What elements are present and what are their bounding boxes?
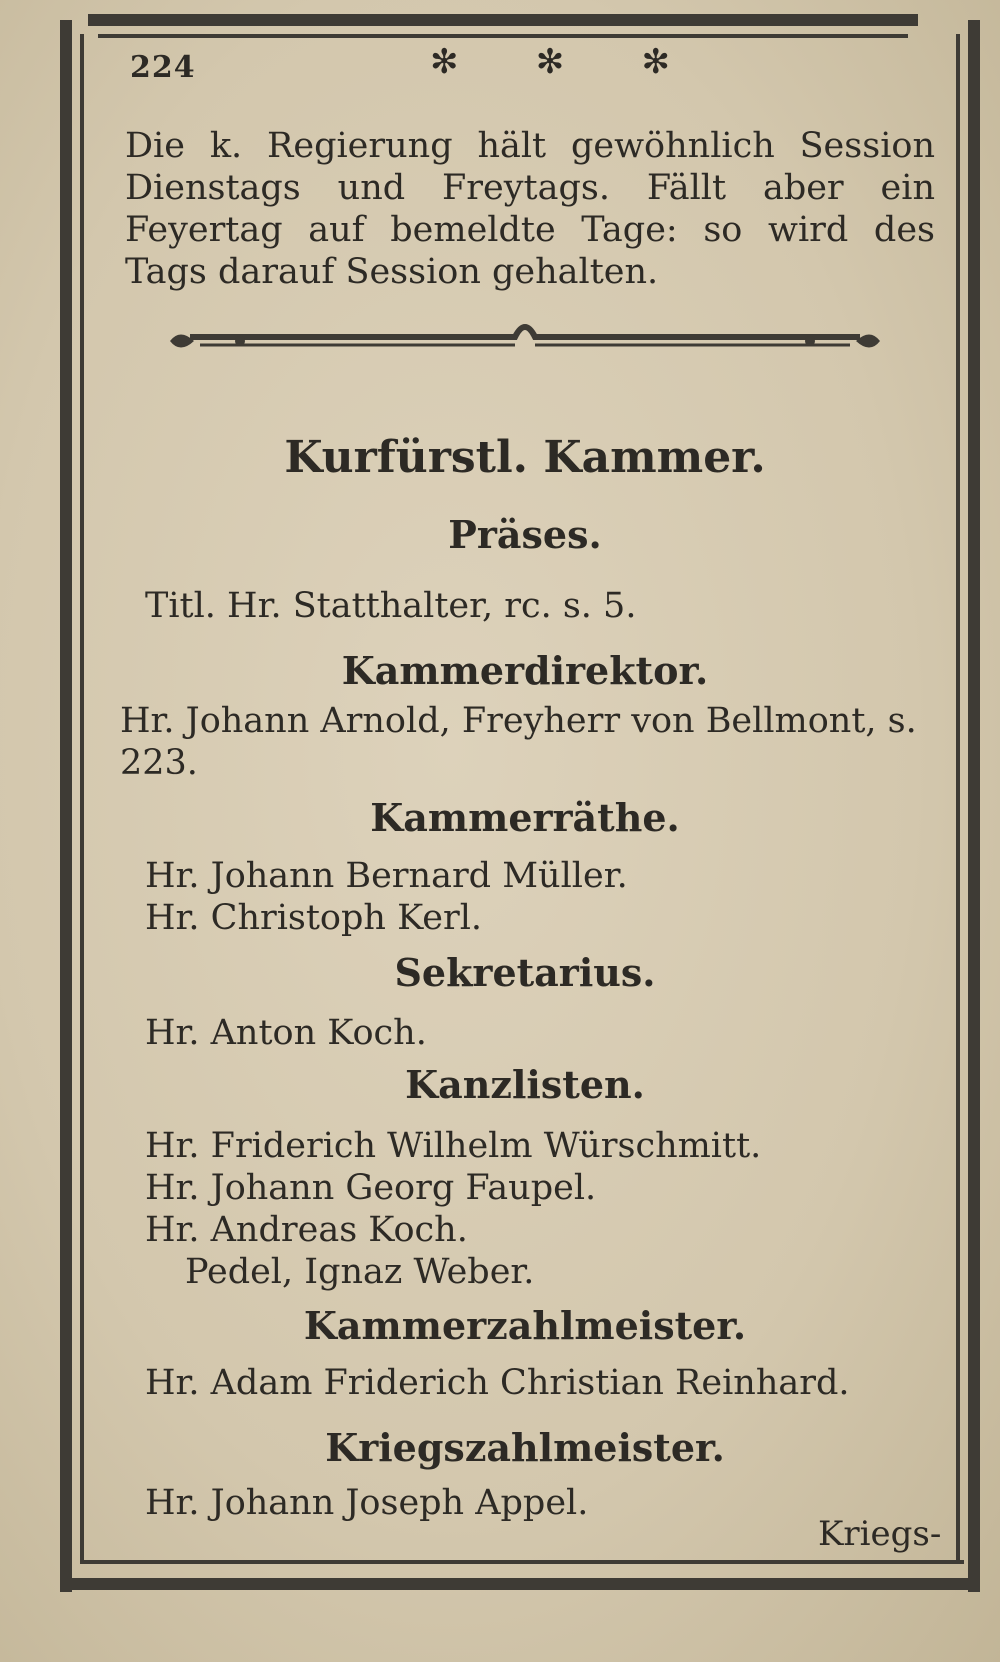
decorative-rule-icon	[170, 312, 880, 362]
heading-kanzlisten: Kanzlisten.	[405, 1062, 645, 1107]
header-stars	[430, 42, 670, 82]
heading-sekretarius: Sekretarius.	[394, 950, 656, 995]
heading-kammerraethe: Kammerräthe.	[370, 795, 680, 840]
entry-sekretarius: Hr. Anton Koch.	[145, 1013, 427, 1053]
entry-praeses: Titl. Hr. Statthalter, rc. s. 5.	[145, 586, 637, 626]
entry-kammerdirektor: Hr. Johann Arnold, Freyherr von Bellmont, s. 223.	[120, 701, 917, 783]
frame-right-inner-border	[956, 34, 960, 1564]
star-ornament-icon: ✻	[430, 42, 459, 82]
intro-paragraph: Die k. Regierung hält gewöhnlich Session Dienstags und Freytags. Fällt aber ein Feyertag auf bemeldte Tage: so wird des Tags darauf Session gehalten.	[125, 126, 935, 292]
heading-praeses: Präses.	[448, 512, 602, 557]
entry-kanzlist: Hr. Johann Georg Faupel.	[145, 1168, 597, 1208]
frame-right-border	[968, 20, 980, 1592]
page-number: 224	[130, 50, 196, 85]
entry-kammerrat: Hr. Johann Bernard Müller.	[145, 856, 628, 896]
frame-bottom-inner-border	[84, 1560, 964, 1564]
star-ornament-icon: ✻	[641, 42, 670, 82]
section-title: Kurfürstl. Kammer.	[284, 432, 766, 483]
entry-pedel: Pedel, Ignaz Weber.	[185, 1252, 535, 1292]
star-ornament-icon: ✻	[535, 42, 565, 82]
entry-kammerrat: Hr. Christoph Kerl.	[145, 898, 483, 938]
frame-bottom-border	[72, 1578, 972, 1590]
heading-kammerzahlmeister: Kammerzahlmeister.	[303, 1303, 747, 1348]
frame-top-inner-border	[98, 34, 908, 38]
entry-kanzlist: Hr. Friderich Wilhelm Würschmitt.	[145, 1126, 762, 1166]
frame-top-border	[88, 14, 918, 26]
entry-kriegszahlmeister: Hr. Johann Joseph Appel.	[145, 1483, 589, 1523]
catchword: Kriegs-	[818, 1514, 942, 1554]
heading-kriegszahlmeister: Kriegszahlmeister.	[325, 1425, 725, 1470]
entry-kanzlist: Hr. Andreas Koch.	[145, 1210, 468, 1250]
heading-kammerdirektor: Kammerdirektor.	[341, 648, 709, 693]
frame-left-inner-border	[80, 34, 84, 1564]
entry-kammerzahlmeister: Hr. Adam Friderich Christian Reinhard.	[145, 1363, 850, 1403]
frame-left-border	[60, 20, 72, 1592]
